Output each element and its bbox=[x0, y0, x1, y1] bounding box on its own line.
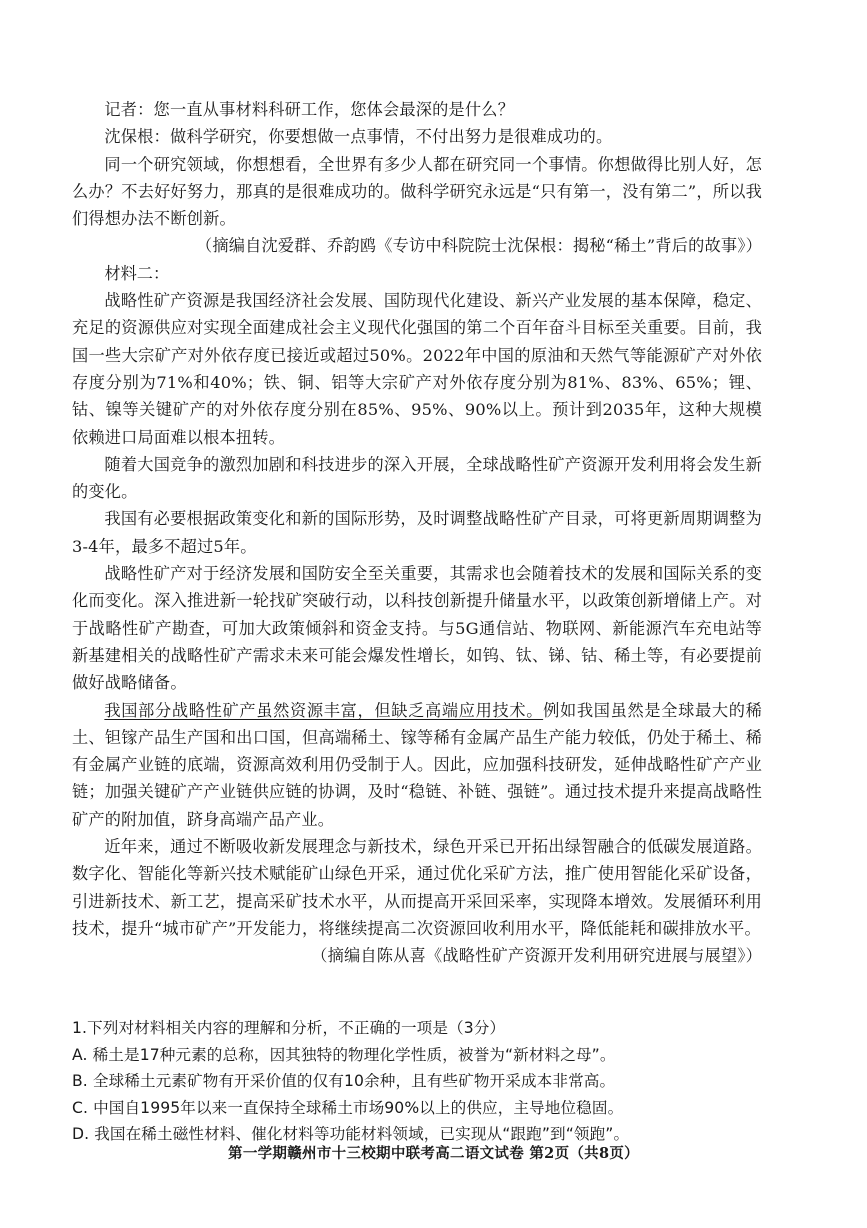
interview-answer-paragraph: 同一个研究领域，你想想看，全世界有多少人都在研究同一个事情。你想做得比别人好，怎么办？不去好好努力，那真的是很难成功的。做科学研究永远是“只有第一，没有第二”，所以我们得想办法不断创新。 bbox=[72, 154, 762, 229]
interview-source: （摘编自沈爱群、乔韵鸥《专访中科院院士沈保根：揭秘“稀土”背后的故事》） bbox=[195, 236, 762, 256]
material2-heading: 材料二： bbox=[104, 263, 170, 283]
option-c: C. 中国自1995年以来一直保持全球稀土市场90%以上的供应，主导地位稳固。 bbox=[72, 1098, 624, 1117]
interview-answer: 沈保根：做科学研究，你要想做一点事情，不付出努力是很难成功的。 bbox=[104, 127, 613, 147]
material2-paragraph-6: 近年来，通过不断吸收新发展理念与新技术，绿色开采已开拓出绿智融合的低碳发展道路。数字化、智能化等新兴技术赋能矿山绿色开采，通过优化采矿方法，推广使用智能化采矿设备，引进新技术、新工艺，提高采矿技术水平，从而提高开采回采率，实现降本增效。发展循环利用技术，提升“城市矿产”开发能力，将继续提高二次资源回收利用水平，降低能耗和碳排放水平。 bbox=[72, 837, 762, 938]
paragraph-5-rest: 例如我国虽然是全球最大的稀土、钽镓产品生产国和出口国，但高端稀土、镓等稀有金属产品生产能力较低，仍处于稀土、稀有金属产业链的底端，资源高效利用仍受制于人。因此，应加强科技研发，延伸战略性矿产产业链；加强关键矿产产业链供应链的协调，及时“稳链、补链、强链”。通过技术提升来提高战略性矿产的附加值，跻身高端产品产业。 bbox=[72, 700, 762, 829]
material2-paragraph-4: 战略性矿产对于经济发展和国防安全至关重要，其需求也会随着技术的发展和国际关系的变化而变化。深入推进新一轮找矿突破行动，以科技创新提升储量水平，以政策创新增储上产。对于战略性矿产勘查，可加大政策倾斜和资金支持。与5G通信站、物联网、新能源汽车充电站等新基建相关的战略性矿产需求未来可能会爆发性增长，如钨、钛、锑、钴、稀土等，有必要提前做好战略储备。 bbox=[72, 564, 762, 693]
material2-paragraph-5 bbox=[72, 697, 762, 833]
material2-paragraph-2: 随着大国竞争的激烈加剧和科技进步的深入开展，全球战略性矿产资源开发利用将会发生新的变化。 bbox=[72, 454, 762, 502]
page-footer: 第一学期赣州市十三校期中联考高二语文试卷 第2页（共8页） bbox=[228, 1145, 639, 1162]
question-stem: 1.下列对材料相关内容的理解和分析，不正确的一项是（3分） bbox=[72, 1019, 506, 1037]
material2-source: （摘编自陈从喜《战略性矿产资源开发利用研究进展与展望》） bbox=[311, 946, 762, 966]
underlined-sentence: 我国部分战略性矿产虽然资源丰富，但缺乏高端应用技术。 bbox=[104, 700, 544, 720]
option-d: D. 我国在稀土磁性材料、催化材料等功能材料领域，已实现从“跟跑”到“领跑”。 bbox=[72, 1125, 630, 1143]
interview-question: 记者：您一直从事材料科研工作，您体会最深的是什么？ bbox=[104, 100, 515, 119]
option-b: B. 全球稀土元素矿物有开采价值的仅有10余种，且有些矿物开采成本非常高。 bbox=[72, 1072, 616, 1090]
page-body bbox=[72, 96, 762, 970]
option-a: A. 稀土是17种元素的总称，因其独特的物理化学性质，被誉为“新材料之母”。 bbox=[72, 1045, 616, 1064]
material2-paragraph-3: 我国有必要根据政策变化和新的国际形势，及时调整战略性矿产目录，可将更新周期调整为3-4年，最多不超过5年。 bbox=[72, 509, 762, 556]
material2-paragraph-1: 战略性矿产资源是我国经济社会发展、国防现代化建设、新兴产业发展的基本保障，稳定、充足的资源供应对实现全面建成社会主义现代化强国的第二个百年奋斗目标至关重要。目前，我国一些大宗矿产对外依存度已接近或超过50%。2022年中国的原油和天然气等能源矿产对外依存度分别为71%和40%；铁、铜、铝等大宗矿产对外依存度分别为81%、83%、65%；锂、钴、镍等关键矿产的对外依存度分别在85%、95%、90%以上。预计到2035年，这种大规模依赖进口局面难以根本扭转。 bbox=[72, 291, 762, 447]
question-1 bbox=[72, 1015, 762, 1148]
